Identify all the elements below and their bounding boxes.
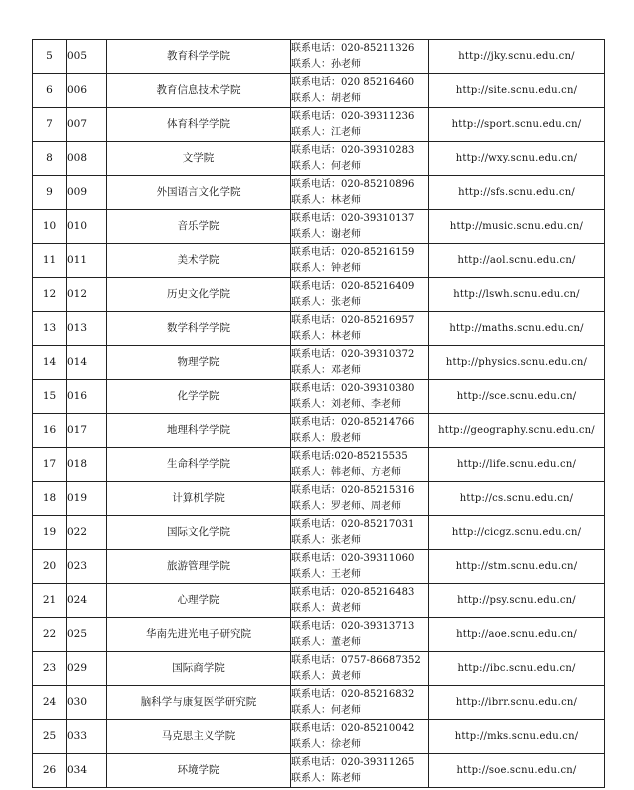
website-url-text: http://sfs.scnu.edu.cn/ — [458, 187, 575, 198]
college-code-text: 033 — [67, 730, 88, 742]
contact-phone: 联系电话：020-39310380 — [291, 382, 415, 394]
table-row — [33, 312, 605, 346]
row-number-text: 6 — [46, 84, 53, 96]
contact-info — [291, 414, 429, 448]
row-number-text: 26 — [42, 764, 57, 776]
contact-info — [291, 720, 429, 754]
table-row — [33, 754, 605, 788]
college-name-text: 生命科学学院 — [167, 458, 230, 470]
college-name — [107, 40, 291, 74]
college-name — [107, 482, 291, 516]
table-row — [33, 176, 605, 210]
contact-person: 联系人：罗老师、周老师 — [291, 500, 401, 512]
table-row — [33, 720, 605, 754]
college-code — [67, 754, 107, 788]
college-code-text: 023 — [67, 560, 88, 572]
college-code — [67, 720, 107, 754]
row-number — [33, 754, 67, 788]
college-code — [67, 448, 107, 482]
college-name-text: 外国语言文化学院 — [156, 186, 241, 198]
college-code-text: 018 — [67, 458, 88, 470]
college-code — [67, 74, 107, 108]
row-number — [33, 312, 67, 346]
table-row — [33, 142, 605, 176]
contact-phone: 联系电话：020-85217031 — [291, 518, 415, 530]
website-url — [429, 210, 605, 244]
contact-person: 联系人：邓老师 — [291, 364, 361, 376]
table-row — [33, 686, 605, 720]
college-code — [67, 346, 107, 380]
contact-info — [291, 108, 429, 142]
contact-person: 联系人：张老师 — [291, 296, 361, 308]
college-name-text: 历史文化学院 — [167, 288, 230, 300]
row-number — [33, 652, 67, 686]
table-row — [33, 40, 605, 74]
college-name-text: 国际商学院 — [172, 662, 225, 674]
website-url — [429, 74, 605, 108]
table-row — [33, 618, 605, 652]
college-name — [107, 686, 291, 720]
row-number — [33, 176, 67, 210]
website-url-text: http://sce.scnu.edu.cn/ — [456, 391, 577, 402]
table-row — [33, 278, 605, 312]
row-number — [33, 244, 67, 278]
college-name-text: 华南先进光电子研究院 — [146, 628, 251, 640]
website-url — [429, 244, 605, 278]
college-name-text: 体育科学学院 — [167, 118, 230, 130]
row-number-text: 7 — [46, 118, 53, 130]
table-row — [33, 210, 605, 244]
row-number-text: 23 — [42, 662, 57, 674]
contact-person: 联系人：林老师 — [291, 194, 361, 206]
contact-person: 联系人：林老师 — [291, 330, 361, 342]
college-code-text: 029 — [67, 662, 88, 674]
college-name-text: 旅游管理学院 — [167, 560, 230, 572]
college-name — [107, 176, 291, 210]
college-name — [107, 142, 291, 176]
row-number — [33, 40, 67, 74]
college-code-text: 012 — [67, 288, 88, 300]
college-code — [67, 686, 107, 720]
college-name-text: 教育信息技术学院 — [156, 84, 241, 96]
college-name — [107, 210, 291, 244]
contact-info — [291, 584, 429, 618]
contact-info — [291, 244, 429, 278]
college-code-text: 005 — [67, 50, 88, 62]
website-url — [429, 176, 605, 210]
website-url-text: http://lswh.scnu.edu.cn/ — [453, 289, 580, 300]
website-url — [429, 414, 605, 448]
college-name — [107, 720, 291, 754]
row-number — [33, 142, 67, 176]
college-name — [107, 754, 291, 788]
website-url — [429, 448, 605, 482]
college-code-text: 022 — [67, 526, 88, 538]
table-row — [33, 380, 605, 414]
contact-person: 联系人：董老师 — [291, 636, 361, 648]
college-code-text: 024 — [67, 594, 88, 606]
contact-person: 联系人：钟老师 — [291, 262, 361, 274]
contact-person: 联系人：王老师 — [291, 568, 361, 580]
row-number — [33, 448, 67, 482]
contact-person: 联系人：陈老师 — [291, 772, 361, 784]
contact-person: 联系人：何老师 — [291, 704, 361, 716]
college-code-text: 008 — [67, 152, 88, 164]
contact-info — [291, 516, 429, 550]
college-name-text: 国际文化学院 — [167, 526, 230, 538]
contact-info — [291, 346, 429, 380]
row-number — [33, 720, 67, 754]
website-url-text: http://geography.scnu.edu.cn/ — [438, 425, 595, 436]
college-code-text: 010 — [67, 220, 88, 232]
college-name — [107, 74, 291, 108]
website-url-text: http://wxy.scnu.edu.cn/ — [455, 153, 578, 164]
table-row — [33, 414, 605, 448]
contact-info — [291, 652, 429, 686]
college-name-text: 数学科学学院 — [167, 322, 230, 334]
college-name-text: 文学院 — [182, 152, 215, 164]
contact-person: 联系人：孙老师 — [291, 58, 361, 70]
table-row — [33, 584, 605, 618]
website-url-text: http://physics.scnu.edu.cn/ — [445, 357, 588, 368]
website-url — [429, 312, 605, 346]
website-url-text: http://stm.scnu.edu.cn/ — [455, 561, 578, 572]
website-url — [429, 754, 605, 788]
college-name — [107, 380, 291, 414]
contact-phone: 联系电话：020-39310283 — [291, 144, 415, 156]
row-number-text: 20 — [42, 560, 57, 572]
college-code — [67, 584, 107, 618]
college-name-text: 教育科学学院 — [167, 50, 230, 62]
row-number-text: 25 — [42, 730, 57, 742]
website-url-text: http://maths.scnu.edu.cn/ — [449, 323, 584, 334]
website-url-text: http://cs.scnu.edu.cn/ — [459, 493, 574, 504]
college-name-text: 计算机学院 — [172, 492, 225, 504]
college-code — [67, 278, 107, 312]
row-number-text: 11 — [42, 254, 57, 266]
website-url — [429, 278, 605, 312]
contact-info — [291, 380, 429, 414]
college-name — [107, 278, 291, 312]
table-row — [33, 346, 605, 380]
college-code — [67, 142, 107, 176]
contact-phone: 联系电话：020-85210042 — [291, 722, 415, 734]
college-name — [107, 414, 291, 448]
contact-phone: 联系电话：020-39310137 — [291, 212, 415, 224]
website-url-text: http://sport.scnu.edu.cn/ — [451, 119, 582, 130]
row-number-text: 15 — [42, 390, 57, 402]
row-number — [33, 210, 67, 244]
college-name-text: 脑科学与康复医学研究院 — [140, 696, 257, 708]
table-row — [33, 244, 605, 278]
contact-phone: 联系电话：020-85216409 — [291, 280, 415, 292]
row-number — [33, 482, 67, 516]
row-number — [33, 516, 67, 550]
college-code — [67, 618, 107, 652]
college-code — [67, 108, 107, 142]
contact-person: 联系人：韩老师、方老师 — [291, 466, 401, 478]
contact-phone: 联系电话：020-85216832 — [291, 688, 415, 700]
contact-info — [291, 550, 429, 584]
contact-person: 联系人：张老师 — [291, 534, 361, 546]
contact-phone: 联系电话：020-85216159 — [291, 246, 415, 258]
table-row — [33, 550, 605, 584]
college-name — [107, 550, 291, 584]
college-code-text: 034 — [67, 764, 88, 776]
contact-phone: 联系电话：020-85215316 — [291, 484, 415, 496]
contact-info — [291, 74, 429, 108]
college-code-text: 030 — [67, 696, 88, 708]
row-number-text: 12 — [42, 288, 57, 300]
contact-person: 联系人：殷老师 — [291, 432, 361, 444]
college-name-text: 化学学院 — [177, 390, 220, 402]
row-number — [33, 618, 67, 652]
row-number — [33, 414, 67, 448]
table-row — [33, 652, 605, 686]
contact-info — [291, 754, 429, 788]
table-row — [33, 482, 605, 516]
college-code — [67, 176, 107, 210]
contact-phone: 联系电话：020-39310372 — [291, 348, 415, 360]
row-number-text: 9 — [46, 186, 53, 198]
college-code-text: 014 — [67, 356, 88, 368]
college-name — [107, 448, 291, 482]
row-number — [33, 278, 67, 312]
contact-phone: 联系电话：020 85216460 — [291, 76, 415, 88]
website-url-text: http://psy.scnu.edu.cn/ — [457, 595, 576, 606]
contact-person: 联系人：徐老师 — [291, 738, 361, 750]
college-name — [107, 618, 291, 652]
contact-person: 联系人：谢老师 — [291, 228, 361, 240]
contact-phone: 联系电话：020-39311265 — [291, 756, 415, 768]
contact-phone: 联系电话：020-85211326 — [291, 42, 415, 54]
row-number-text: 22 — [42, 628, 57, 640]
college-code — [67, 210, 107, 244]
website-url-text: http://ibrr.scnu.edu.cn/ — [455, 697, 578, 708]
college-name — [107, 584, 291, 618]
website-url-text: http://aoe.scnu.edu.cn/ — [456, 629, 577, 640]
contact-info — [291, 618, 429, 652]
website-url — [429, 550, 605, 584]
website-url — [429, 482, 605, 516]
table-row — [33, 74, 605, 108]
college-name-text: 马克思主义学院 — [161, 730, 236, 742]
row-number — [33, 346, 67, 380]
college-code-text: 016 — [67, 390, 88, 402]
table-row — [33, 448, 605, 482]
website-url — [429, 652, 605, 686]
college-code — [67, 312, 107, 346]
college-code — [67, 414, 107, 448]
college-code-text: 007 — [67, 118, 88, 130]
contact-phone: 联系电话：020-39311236 — [291, 110, 415, 122]
row-number-text: 17 — [42, 458, 57, 470]
contact-info — [291, 312, 429, 346]
college-code-text: 011 — [67, 254, 88, 266]
website-url-text: http://jky.scnu.edu.cn/ — [458, 51, 575, 62]
table-body — [33, 40, 605, 788]
website-url — [429, 584, 605, 618]
row-number-text: 18 — [42, 492, 57, 504]
contact-info — [291, 278, 429, 312]
college-name-text: 美术学院 — [177, 254, 220, 266]
contact-phone: 联系电话：020-39313713 — [291, 620, 415, 632]
college-code-text: 009 — [67, 186, 88, 198]
row-number-text: 8 — [46, 152, 53, 164]
row-number — [33, 686, 67, 720]
website-url — [429, 108, 605, 142]
contact-phone: 联系电话：020-85216957 — [291, 314, 415, 326]
college-code — [67, 40, 107, 74]
college-name-text: 音乐学院 — [177, 220, 220, 232]
website-url-text: http://cicgz.scnu.edu.cn/ — [451, 527, 582, 538]
college-name — [107, 108, 291, 142]
college-name-text: 环境学院 — [177, 764, 220, 776]
website-url — [429, 516, 605, 550]
contact-person: 联系人：刘老师、李老师 — [291, 398, 401, 410]
college-code-text: 019 — [67, 492, 88, 504]
contact-phone: 联系电话：020-85214766 — [291, 416, 415, 428]
website-url — [429, 142, 605, 176]
college-code — [67, 380, 107, 414]
table-row — [33, 516, 605, 550]
row-number-text: 21 — [42, 594, 57, 606]
contact-phone: 联系电话：0757-86687352 — [291, 654, 421, 666]
website-url-text: http://aol.scnu.edu.cn/ — [457, 255, 576, 266]
contact-phone: 联系电话：020-85216483 — [291, 586, 415, 598]
college-code-text: 006 — [67, 84, 88, 96]
college-code — [67, 244, 107, 278]
row-number-text: 16 — [42, 424, 57, 436]
website-url-text: http://ibc.scnu.edu.cn/ — [457, 663, 576, 674]
row-number — [33, 550, 67, 584]
row-number-text: 24 — [42, 696, 57, 708]
row-number-text: 14 — [42, 356, 57, 368]
row-number — [33, 74, 67, 108]
college-code-text: 017 — [67, 424, 88, 436]
table-row — [33, 108, 605, 142]
college-code — [67, 516, 107, 550]
college-name — [107, 346, 291, 380]
contact-person: 联系人：黄老师 — [291, 670, 361, 682]
college-contact-table — [32, 39, 605, 788]
college-name — [107, 312, 291, 346]
website-url — [429, 346, 605, 380]
website-url-text: http://site.scnu.edu.cn/ — [455, 85, 578, 96]
website-url-text: http://life.scnu.edu.cn/ — [456, 459, 577, 470]
contact-person: 联系人：江老师 — [291, 126, 361, 138]
row-number — [33, 380, 67, 414]
college-name — [107, 244, 291, 278]
college-code-text: 013 — [67, 322, 88, 334]
contact-info — [291, 40, 429, 74]
contact-phone: 联系电话:020-85215535 — [291, 450, 408, 462]
contact-person: 联系人：胡老师 — [291, 92, 361, 104]
college-name-text: 物理学院 — [177, 356, 220, 368]
contact-info — [291, 448, 429, 482]
contact-person: 联系人：黄老师 — [291, 602, 361, 614]
college-name-text: 地理科学学院 — [167, 424, 230, 436]
contact-phone: 联系电话：020-85210896 — [291, 178, 415, 190]
website-url-text: http://soe.scnu.edu.cn/ — [456, 765, 577, 776]
college-code — [67, 652, 107, 686]
row-number-text: 19 — [42, 526, 57, 538]
contact-info — [291, 176, 429, 210]
row-number-text: 5 — [46, 50, 53, 62]
website-url-text: http://music.scnu.edu.cn/ — [449, 221, 584, 232]
row-number-text: 13 — [42, 322, 57, 334]
website-url — [429, 40, 605, 74]
college-code — [67, 550, 107, 584]
contact-info — [291, 210, 429, 244]
contact-info — [291, 142, 429, 176]
row-number — [33, 108, 67, 142]
website-url — [429, 618, 605, 652]
contact-phone: 联系电话：020-39311060 — [291, 552, 415, 564]
website-url — [429, 380, 605, 414]
college-code-text: 025 — [67, 628, 88, 640]
website-url-text: http://mks.scnu.edu.cn/ — [454, 731, 579, 742]
contact-info — [291, 482, 429, 516]
contact-info — [291, 686, 429, 720]
contact-person: 联系人：何老师 — [291, 160, 361, 172]
row-number-text: 10 — [42, 220, 57, 232]
website-url — [429, 720, 605, 754]
college-name — [107, 652, 291, 686]
website-url — [429, 686, 605, 720]
college-name — [107, 516, 291, 550]
college-name-text: 心理学院 — [177, 594, 220, 606]
row-number — [33, 584, 67, 618]
college-code — [67, 482, 107, 516]
